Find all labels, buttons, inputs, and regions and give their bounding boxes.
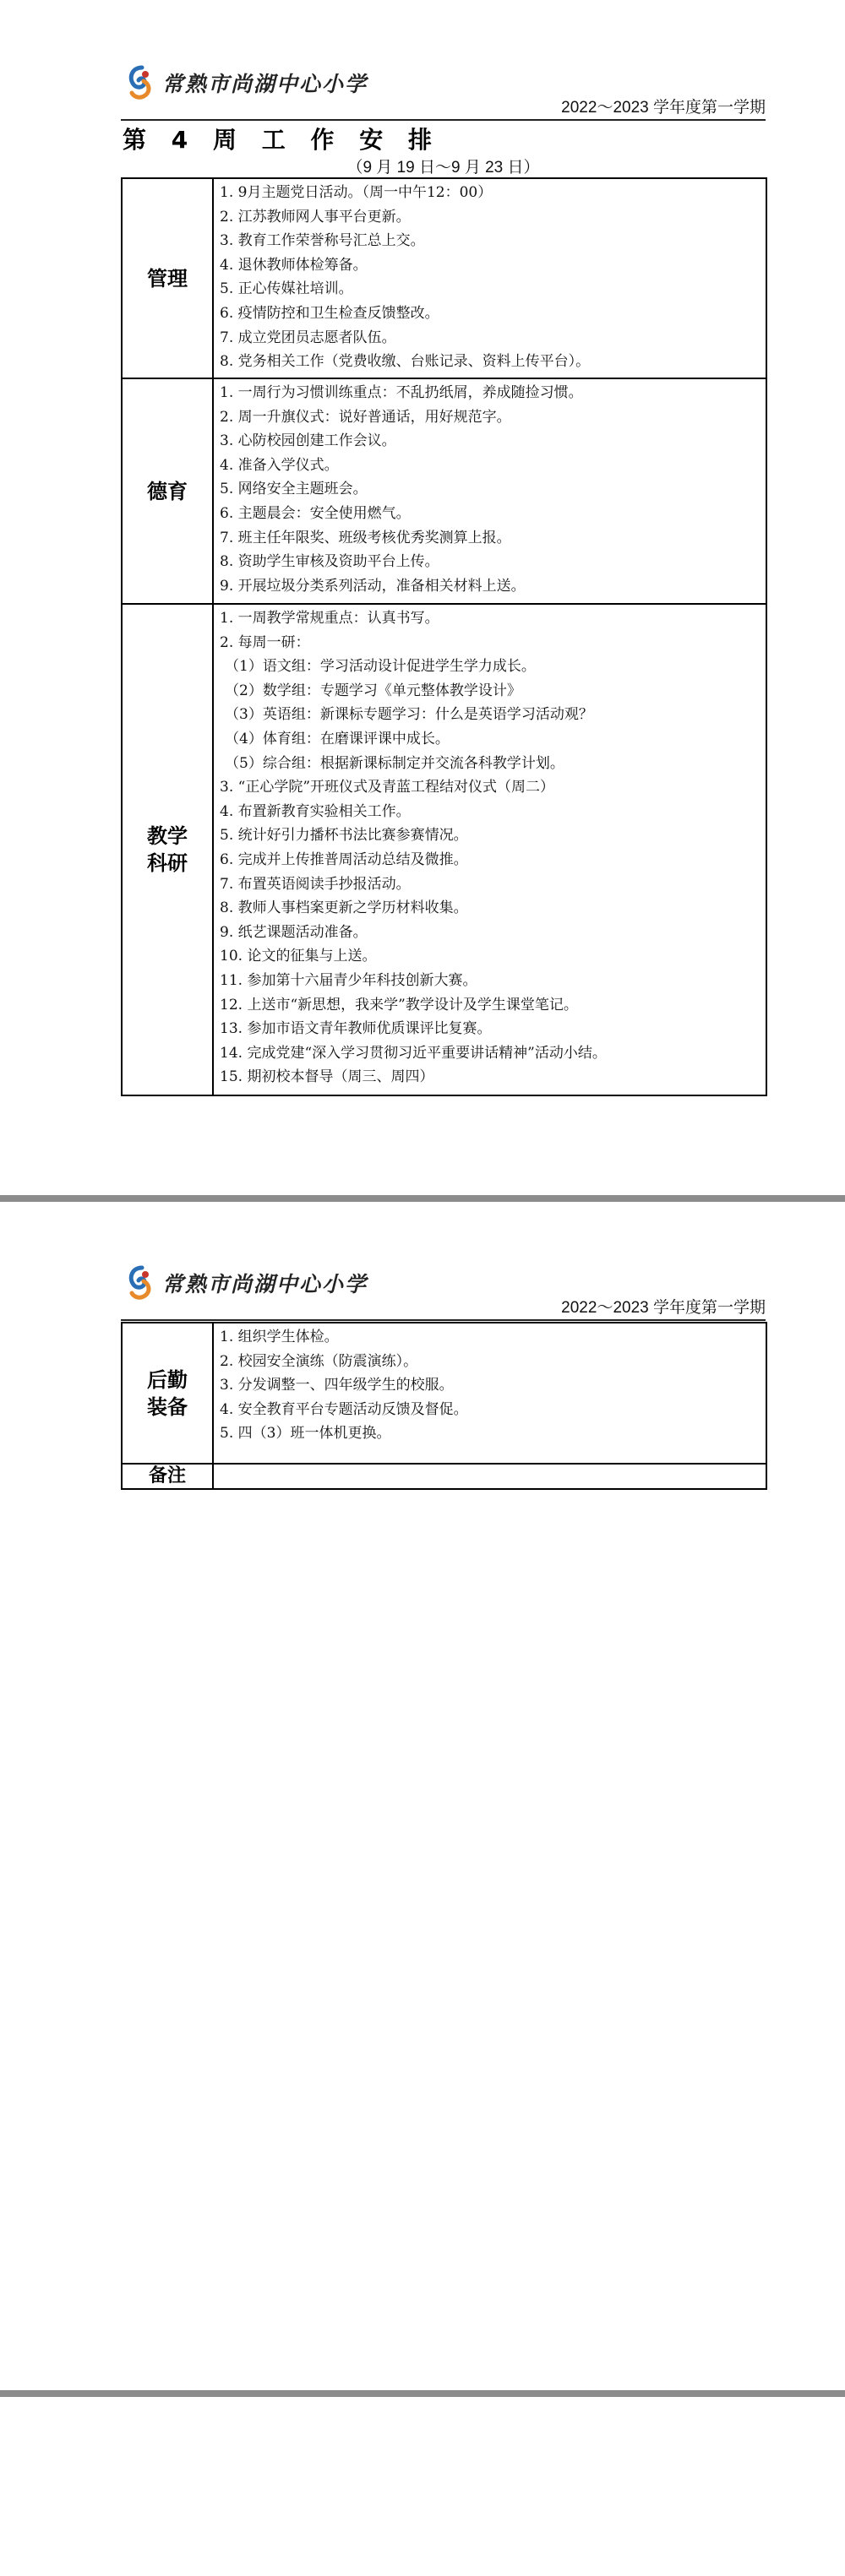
school-name: 常熟市尚湖中心小学 [162,1272,368,1296]
list-item: 7. 班主任年限奖、班级考核优秀奖测算上报。 [220,529,511,546]
school-logo [125,1264,368,1302]
list-item: 4. 准备入学仪式。 [220,456,339,474]
list-item: 8. 资助学生审核及资助平台上传。 [220,553,439,571]
list-item: （2）数学组：专题学习《单元整体教学设计》 [225,682,521,699]
list-item: 4. 安全教育平台专题活动反馈及督促。 [220,1400,468,1418]
list-item: 9. 纸艺课题活动准备。 [220,923,368,941]
list-item: 2. 江苏教师网人事平台更新。 [220,208,411,226]
page-separator [0,1195,845,1202]
page-title: 第 4 周 工 作 安 排 [123,126,440,154]
list-item: 5. 正心传媒社培训。 [220,280,353,298]
weekly-plan-table-continued [121,1322,767,1490]
logistics-label: 后勤 装备 [122,1323,213,1464]
page-separator [0,2390,845,2397]
page-1 [0,0,845,1195]
list-item: 2. 周一升旗仪式：说好普通话，用好规范字。 [220,408,511,426]
remarks-row [122,1464,766,1489]
moral-label: 德育 [122,378,213,604]
header-rule [121,119,766,121]
term-label: 2022～2023 学年度第一学期 [561,1299,766,1317]
list-item: 5. 统计好引力播杯书法比赛参赛情况。 [220,827,468,845]
logistics-row [122,1323,766,1464]
list-item: 4. 退休教师体检筹备。 [220,256,368,274]
term-label: 2022～2023 学年度第一学期 [561,99,766,117]
management-items [213,178,766,378]
list-item: （5）综合组：根据新课标制定并交流各科教学计划。 [225,754,564,772]
list-item: 5. 四（3）班一体机更换。 [220,1425,391,1443]
list-item: 1. 组织学生体检。 [220,1329,339,1345]
list-item: 3. “正心学院”开班仪式及青蓝工程结对仪式（周二） [220,779,555,796]
list-item: （1）语文组：学习活动设计促进学生学力成长。 [225,658,536,676]
list-item: 1. 一周行为习惯训练重点：不乱扔纸屑，养成随捡习惯。 [220,384,583,401]
list-item: 8. 党务相关工作（党费收缴、台账记录、资料上传平台）。 [220,353,591,371]
management-label: 管理 [122,178,213,378]
moral-row [122,378,766,604]
list-item: 14. 完成党建“深入学习贯彻习近平重要讲话精神”活动小结。 [220,1044,607,1062]
logistics-items [213,1323,766,1464]
school-name: 常熟市尚湖中心小学 [162,72,368,96]
list-item: 1. 一周教学常规重点：认真书写。 [220,610,439,627]
list-item: 7. 成立党团员志愿者队伍。 [220,329,396,346]
list-item: 2. 校园安全演练（防震演练）。 [220,1352,418,1370]
list-item: 3. 教育工作荣誉称号汇总上交。 [220,232,425,250]
list-item: 12. 上送市“新思想，我来学”教学设计及学生课堂笔记。 [220,996,578,1014]
moral-items [213,378,766,604]
list-item: 10. 论文的征集与上送。 [220,948,377,965]
list-item: 3. 心防校园创建工作会议。 [220,432,396,450]
list-item: （4）体育组：在磨课评课中成长。 [225,730,450,747]
header-rule [121,1319,766,1321]
list-item: 2. 每周一研： [220,633,310,651]
list-item: 15. 期初校本督导（周三、周四） [220,1068,434,1086]
management-row [122,178,766,378]
list-item: 5. 网络安全主题班会。 [220,481,368,498]
list-item: 6. 疫情防控和卫生检查反馈整改。 [220,304,439,322]
list-item: 4. 布置新教育实验相关工作。 [220,802,411,820]
school-emblem-icon [125,1264,159,1302]
page-2 [0,1202,845,2390]
list-item: 6. 主题晨会：安全使用燃气。 [220,504,411,522]
list-item: 13. 参加市语文青年教师优质课评比复赛。 [220,1020,492,1038]
list-item: 11. 参加第十六届青少年科技创新大赛。 [220,971,477,989]
remarks-label: 备注 [122,1464,213,1489]
school-emblem-icon [125,64,159,101]
teaching-row [122,604,766,1095]
teaching-items [213,604,766,1095]
weekly-plan-table [121,177,767,1096]
list-item: 1. 9月主题党日活动。（周一中午12：00） [220,184,493,201]
date-range: （9 月 19 日～9 月 23 日） [346,159,540,177]
list-item: （3）英语组：新课标专题学习：什么是英语学习活动观？ [225,706,593,724]
list-item: 9. 开展垃圾分类系列活动，准备相关材料上送。 [220,577,526,595]
remarks-content [213,1464,766,1489]
teaching-label: 教学 科研 [122,604,213,1095]
list-item: 6. 完成并上传推普周活动总结及微推。 [220,851,468,868]
list-item: 3. 分发调整一、四年级学生的校服。 [220,1377,454,1394]
list-item: 7. 布置英语阅读手抄报活动。 [220,875,411,893]
school-logo [125,64,368,101]
list-item: 8. 教师人事档案更新之学历材料收集。 [220,899,468,917]
